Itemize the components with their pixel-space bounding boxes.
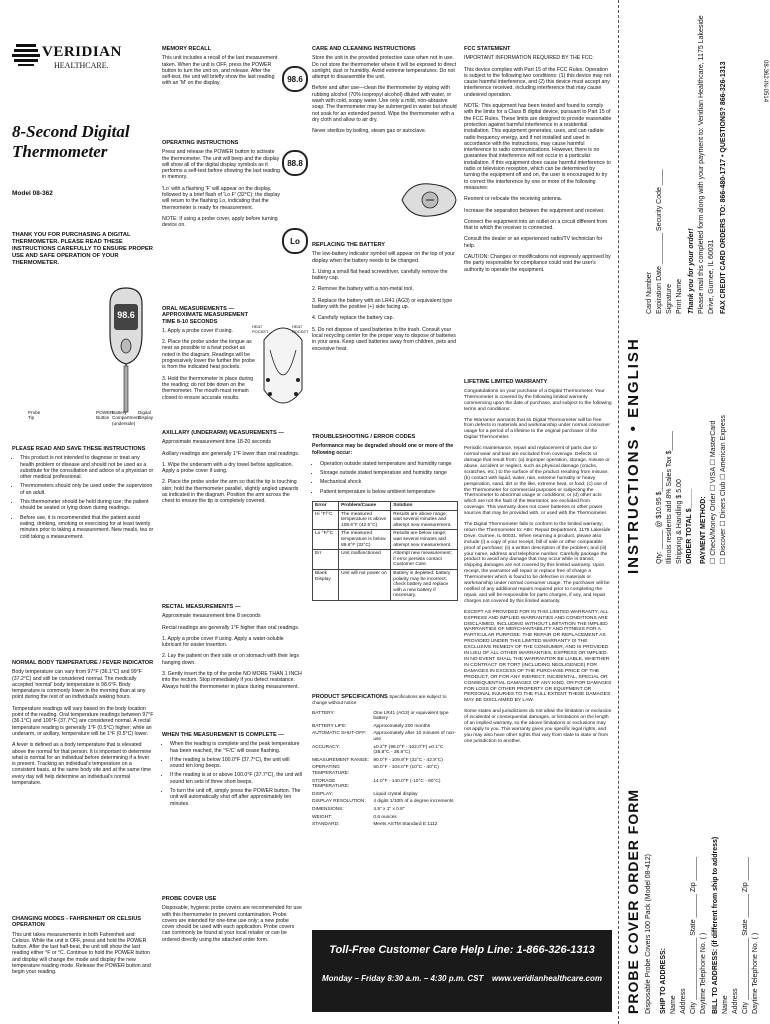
probe-cover-heading: PROBE COVER USE: [162, 896, 217, 902]
spec-key: BATTERY LIFE:: [312, 723, 347, 729]
fcc-measure: Reorient or relocate the receiving antenna.: [464, 196, 563, 203]
battery-intro: The low-battery indicator symbol will appear on the top of your display when the battery needs to be changed.: [312, 251, 455, 264]
table-row: [313, 530, 458, 550]
card-block: [645, 14, 729, 314]
battery-heading: REPLACING THE BATTERY: [312, 242, 386, 248]
specs-table: [312, 711, 458, 830]
spec-key: BATTERY:: [312, 710, 335, 716]
checkbox-icon[interactable]: ☐: [710, 484, 717, 492]
payment-options: [719, 334, 729, 564]
specs-heading: PRODUCT SPECIFICATIONS: [312, 694, 388, 700]
column-header: Error: [313, 502, 339, 511]
zip-label: Zip: [742, 882, 749, 893]
trouble-heading: TROUBLESHOOTING / ERROR CODES: [312, 434, 416, 440]
table-cell: Unit will not power on: [339, 570, 391, 601]
list-item: • This thermometer should be held during use; the patient should be seated or lying down during readings.: [20, 499, 154, 512]
warranty-heading: LIFETIME LIMITED WARRANTY: [464, 379, 548, 385]
probe-cover-text: Disposable, hygienic probe covers are recommended for use with this thermometer to prevent contamination. Probe covers are intended for one-time use only; a new probe cover should be used with each application. Probe covers can commonly be found at your local retailer or can be ordered directly using the attached order form.: [162, 905, 302, 943]
spec-key: STANDARD:: [312, 822, 340, 828]
care-paragraph: Never sterilize by boiling, steam gas or autoclave.: [312, 128, 427, 135]
spec-key: DISPLAY:: [312, 791, 333, 797]
hours: Monday – Friday 8:30 a.m. – 4:30 p.m. CST: [322, 974, 484, 983]
payment-option: American Express: [720, 415, 727, 472]
rectal-sub: Rectal readings are generally 1°F higher than oral readings.: [162, 624, 300, 631]
table-row: [313, 550, 458, 570]
oral-step: 3. Hold the thermometer in place during the reading; do not bite down on the thermometer. The mouth must remain closed to ensure accurate results.: [162, 375, 254, 401]
website-link[interactable]: www.veridianhealthcare.com: [492, 974, 602, 983]
list-item: • Before use, it is recommended that the patient avoid eating, drinking, smoking or exercising for at least twenty minutes prior to taking a measurement. New meals, tea or cold taking a measurement.: [20, 515, 154, 540]
troubleshooting-section: [312, 434, 458, 601]
heat-pocket-label: HEAT POCKET: [252, 324, 269, 334]
warranty-paragraph: The Digital Thermometer falls to conform to the limited warranty; return the Thermometer to: Attn: Repair Department, 1175 Lakeside Drive, Gurnee, IL 60031. When returning a product, please also include (i) a copy of your receipt, bill of sale or other comparable proof of purchase; (ii) a written description of the problem; and (iii) your name, address and telephone number. Carefully package the product to avoid any damage that may occur while in transit; shipping damages are not covered by this limited warranty. Upon receipt, the warrantor will repair or replace free of charge a Thermometer which is found to be defective in materials or workmanship under normal consumer usage. The purchaser will be notified of any additional repairs required prior to completing the repair, and will be responsible for parts charges, if any, and repair charges not covered by this limited warranty.: [464, 522, 611, 604]
battery-step: 2. Remove the battery with a non-metal tool.: [312, 286, 414, 293]
name-field[interactable]: Name: [670, 995, 677, 1014]
rectal-step: 2. Lay the patient on their side or on stomach with their legs hanging down.: [162, 653, 299, 666]
spec-value: One LR41 (AG3) or equivalent type battery: [373, 710, 449, 722]
spec-value: 50.0°F - 104.0°F (10°C - 40°C): [373, 765, 439, 771]
table-cell: Lo °F/°C: [313, 530, 339, 550]
rectal-intro: Approximate measurement time 8 seconds: [162, 613, 261, 620]
ship-heading: SHIP TO ADDRESS:: [660, 948, 667, 1014]
fcc-paragraph: This device complies with Part 15 of the FCC Rules. Operation is subject to the following two conditions: (1) this device may not cause harmful interference, and (2) this device must accept any interference received, including interference that may cause undesired operation.: [464, 66, 612, 98]
brand-sub: HEALTHCARE.: [54, 61, 109, 70]
axillary-step: 1. Wipe the underarm with a dry towel before application. Apply a probe cover if using.: [162, 461, 293, 475]
table-cell: Attempt new measurement; if error persists contact Customer Care.: [391, 550, 458, 570]
table-cell: Results are below range; wait several minutes and attempt new measurement.: [391, 530, 458, 550]
diagram-labels: [12, 410, 152, 432]
bill-address-field[interactable]: Address: [732, 988, 739, 1014]
payment-options: [709, 334, 719, 564]
table-row: [312, 822, 458, 830]
label-probe-tip: Probe Tip: [28, 410, 41, 421]
specs-title: [312, 694, 458, 707]
card-number-field[interactable]: Card Number: [646, 271, 653, 314]
logo-icon: [12, 44, 40, 66]
list-item: • Patient temperature is below ambient temperature: [320, 489, 458, 495]
payment-heading: PAYMENT METHOD:: [700, 496, 707, 564]
operating-paragraph: 'Lo' with a flashing 'F' will appear on the display, followed by a brief flash of 'Lo F' (32°C); the display will return to the flashing Lo, indicating that the thermometer is ready for measurement.: [162, 185, 280, 211]
payment-option: Discover: [720, 528, 727, 556]
list-item: • Mechanical shock: [320, 479, 458, 485]
brand-name: VERIDIAN: [42, 44, 122, 60]
city-label: City: [742, 1001, 749, 1014]
spec-key: AUTOMATIC SHUT-OFF:: [312, 731, 367, 737]
spec-value: Liquid crystal display: [373, 791, 418, 797]
operating-section: [162, 140, 280, 234]
axillary-section: [162, 430, 302, 510]
warranty-paragraph: Some states and jurisdictions do not allow the limitation or exclusion of incidental or consequential damages, or limitations on the length of an implied warranty, so the above limitations or exclusions may not apply to you. This warranty gives you specific legal rights, and you may also have other rights that vary from state to state or from one jurisdiction to another.: [464, 709, 612, 744]
operating-heading: OPERATING INSTRUCTIONS: [162, 140, 239, 146]
tax-line: Illinois residents add 8% Sales Tax $_____: [666, 431, 673, 564]
oral-step: 2. Place the probe under the tongue as near as possible to a heat pocket as noted in the diagram. Readings will be progressively lower the further the probe is from the indicated heat pockets.: [162, 339, 255, 371]
care-heading: CARE AND CLEANING INSTRUCTIONS: [312, 46, 416, 52]
state-label: State: [690, 919, 697, 936]
fcc-heading: FCC STATEMENT: [464, 46, 511, 52]
checkbox-icon[interactable]: ☐: [710, 557, 717, 564]
normal-paragraph: Body temperature can vary from 97°F (36.1°C) and 99°F (37.2°C) and still be considered normal. The medically accepted 'normal' body temperature is 98.6°F. Body temperature is commonly lower in the morning than at any point during the rest of an individual's waking hours.: [12, 669, 146, 701]
pricing-block: [655, 334, 729, 564]
payment-option: Diners Club: [720, 481, 727, 519]
selftest-display-icon: [282, 150, 308, 176]
probe-cover-section: [162, 896, 302, 948]
safety-list: [12, 455, 154, 540]
table-row: [312, 779, 458, 792]
complete-heading: WHEN THE MEASUREMENT IS COMPLETE —: [162, 732, 284, 738]
bill-phone-field[interactable]: Daytime Telephone No. ( ): [752, 932, 759, 1014]
warranty-section: [464, 380, 612, 750]
rectal-step: 3. Gently insert the tip of the probe NO MORE THAN 1 INCH into the rectum. Stop immediately if you detect resistance. Always hold the thermometer in place during measurement.: [162, 671, 302, 690]
ship-to-block: [659, 574, 761, 1014]
column-header: Solution: [391, 502, 458, 511]
changing-modes-section: [12, 916, 154, 981]
complete-section: [162, 732, 302, 813]
fcc-paragraph: CAUTION: Changes or modifications not expressly approved by the party responsible for compliance could void the user's authority to operate the equipment.: [464, 254, 611, 273]
fcc-measure: Connect the equipment into an outlet on a circuit different from that to which the receiver is connected.: [464, 218, 608, 232]
label-battery: Battery Compartment (underside): [112, 410, 140, 426]
list-item: • If the reading is at or above 100.0°F (37.7°C), the unit will sound ten sets of three short beeps.: [170, 772, 302, 785]
table-cell: Hi °F/°C: [313, 510, 339, 530]
fax-line: FAX CREDIT CARD ORDERS TO: 866-480-1717 • QUESTIONS? 866-326-1313: [720, 61, 727, 314]
memory-display-icon: [282, 66, 308, 92]
warranty-paragraph: EXCEPT AS PROVIDED FOR IN THIS LIMITED WARRANTY, ALL EXPRESS AND IMPLIED WARRANTIES AND CONDITIONS ARE DISCLAIMED, INCLUDING WITHOUT LIMITATION THE IMPLIED WARRANTIES OF MERCHANTABILITY AND FITNESS FOR A PARTICULAR PURPOSE. THE REPAIR OR REPLACEMENT AS PROVIDED UNDER THIS LIMITED WARRANTY IS THE EXCLUSIVE REMEDY OF THE CONSUMER, AND IS PROVIDED IN LIEU OF ALL OTHER WARRANTIES, EXPRESS OR IMPLIED. IN NO EVENT SHALL THE WARRANTOR BE LIABLE, WHETHER IN CONTRACT OR TORT (INCLUDING NEGLIGENCE) FOR DAMAGES IN EXCESS OF THE PURCHASE PRICE OF THE PRODUCT, OR FOR ANY INDIRECT, INCIDENTAL, SPECIAL OR CONSEQUENTIAL DAMAGES OF ANY KIND, OR FOR DAMAGES FOR LOSS OF OTHER PROPERTY OR EQUIPMENT OR PERSONAL INJURIES TO THE FULL EXTENT THESE DAMAGES MAY BE DISCLAIMED BY LAW.: [464, 609, 612, 704]
qty-line[interactable]: Qty: _____ @ $10.95 $_____: [656, 472, 663, 564]
total-line: ORDER TOTAL $_____: [686, 488, 693, 564]
side-strip: [756, 0, 770, 1024]
trouble-list: [312, 461, 458, 495]
warranty-paragraph: Periodic maintenance, repair and replacement of parts due to normal wear and tear are excluded from coverage. Defects or damage that result from: (a) improper operation, storage, misuse or abuse, accident or neglect, such as physical damage (cracks, scratches, etc.) to the surface of the product resulting from misuse; (b) contact with liquid, water, rain, extreme humidity or heavy perspiration, sand, dirt or the like, extreme heat, or food; (c) use of the Thermometer for commercial purposes or subjecting the Thermometer to abnormal usage or conditions; or (d) other acts which are not the fault of the Warrantor, are excluded from coverage. This warranty does not cover batteries or other power sources that may be provided with, or used with the Thermometer.: [464, 446, 610, 517]
specs-note: Specifications are subject to change without notice: [312, 694, 447, 706]
specs-section: [312, 694, 458, 830]
list-item: • Operation outside stated temperature and humidity range: [320, 461, 458, 467]
order-form: [618, 0, 770, 1024]
battery-diagram: [400, 180, 458, 220]
table-cell: The measured temperature is above 108.6°F (42.5°C): [339, 510, 391, 530]
zip-label: Zip: [690, 882, 697, 893]
mouth-icon: [258, 320, 308, 420]
spec-key: WEIGHT:: [312, 814, 332, 820]
changing-text: This unit takes measurements in both Fahrenheit and Celsius. While the unit is OFF, press and hold the POWER button. After the last half-beat, the unit will show the last reading either °F or °C. Continue to hold the POWER button and display will change the mode and display the new temperature reading mode. Release the POWER button and begin your reading.: [12, 931, 151, 976]
diagram-display: 98.6: [117, 310, 135, 320]
security-code-label: Security Code: [656, 187, 663, 232]
expiration-label: Expiration Date: [656, 266, 663, 314]
error-table: [312, 501, 458, 601]
operating-note: NOTE: If using a probe cover, apply before turning device on.: [162, 215, 278, 229]
table-row: [312, 799, 458, 807]
fcc-section: [464, 46, 612, 278]
table-row: [313, 570, 458, 601]
list-item: • When the reading is complete and the peak temperature has been reached, the '°F/C' will cease flashing.: [170, 741, 302, 754]
spec-key: DIMENSIONS:: [312, 806, 344, 812]
normal-paragraph: Temperature readings will vary based on the body location point of the reading. Oral temperature readings between 97°F (36.1°C) and 100°F (37.7°C) are considered normal. A rectal temperature reading is generally 1°F (0.5°C) higher; while an underarm, or axillary, temperature will be 1°F (0.5°C) lower.: [12, 705, 154, 737]
expiration-field[interactable]: Expiration Date ________ Security Code ____: [656, 169, 663, 314]
payment-option: Check/Money Order: [710, 493, 717, 556]
care-section: [312, 46, 458, 140]
battery-section: [312, 242, 458, 357]
table-cell: Battery is depleted; battery polarity may be incorrect; check battery and replace with a new battery if necessary.: [391, 570, 458, 601]
table-row: [312, 731, 458, 744]
normal-temp-section: [12, 660, 154, 791]
mail-instructions: Please mail this completed form along with your payment to: Veridian Healthcare, 1175 Lakeside Drive, Gurnee, IL 60031: [698, 15, 715, 314]
table-row: [312, 815, 458, 823]
complete-list: [162, 741, 302, 807]
table-row: [312, 765, 458, 778]
order-form-subtitle: Disposable Probe Covers 100 Pack (Model 08-412): [645, 854, 652, 1014]
battery-step: 3. Replace the battery with an LR41 (AG3) or equivalent type battery with the positive (+) side facing up.: [312, 297, 453, 311]
table-header-row: [313, 502, 458, 511]
rectal-section: [162, 604, 302, 695]
heat-pocket-label: HEAT POCKET: [292, 324, 309, 334]
table-row: [312, 711, 458, 724]
fcc-measure: Increase the separation between the equipment and receiver.: [464, 207, 605, 214]
list-item: • To turn the unit off, simply press the POWER button. The unit will automatically shut off after approximately ten minutes.: [170, 788, 302, 807]
table-row: [312, 745, 458, 758]
table-cell: Blank Display: [313, 570, 339, 601]
spec-value: 90.0°F - 109.9°F (32°C - 42.9°C): [373, 757, 443, 763]
payment-option: VISA: [710, 467, 717, 483]
fcc-paragraph: IMPORTANT INFORMATION REQUIRED BY THE FCC:: [464, 55, 594, 62]
spec-value: Approximately after 10 minutes of non-use: [373, 731, 456, 742]
rectal-heading: RECTAL MEASUREMENTS —: [162, 604, 241, 610]
city-label: City: [690, 1001, 697, 1014]
care-paragraph: Before and after use—clean the thermometer by wiping with rubbing alcohol (70% isopropyl alcohol) diluted with water, or wash with cold, soapy water. Use only a mild, non-abrasive soap. The thermometer may be submerged in water but should not soak for an extended period. Wipe the thermometer with a dry cloth and allow to air dry.: [312, 85, 457, 123]
instructions-label: INSTRUCTIONS • ENGLISH: [625, 337, 642, 574]
rectal-step: 1. Apply a probe cover if using. Apply a water-soluble lubricant for easier insertion.: [162, 635, 284, 649]
oral-heading: ORAL MEASUREMENTS — APPROXIMATE MEASUREMENT TIME 8-10 SECONDS: [162, 306, 248, 325]
memory-heading: MEMORY RECALL: [162, 46, 212, 52]
list-item: • Thermometers should only be used under the supervision of an adult.: [20, 483, 154, 496]
operating-paragraph: Press and release the POWER button to activate the thermometer. The unit will beep and the display will show all of the digital display symbols as it performs a self-test before showing the last reading in memory.: [162, 149, 280, 181]
checkbox-icon[interactable]: ☐: [720, 473, 727, 480]
order-form-title: PROBE COVER ORDER FORM: [625, 788, 641, 1014]
memory-section: [162, 46, 280, 92]
thank-you-note: THANK YOU FOR PURCHASING A DIGITAL THERMOMETER. PLEASE READ THESE INSTRUCTIONS CAREFULLY TO ENSURE PROPER USE AND SAFE OPERATION OF YOUR THERMOMETER.: [12, 232, 153, 266]
phone-field[interactable]: Daytime Telephone No. ( ): [700, 932, 707, 1014]
mouth-diagram: [252, 320, 309, 420]
bill-name-field[interactable]: Name: [722, 995, 729, 1014]
table-cell: Unit malfunctioned: [339, 550, 391, 570]
oral-section: [162, 306, 258, 406]
spec-key: ACCURACY:: [312, 744, 340, 750]
label-power-button: POWER Button: [96, 410, 114, 421]
list-item: • Storage outside stated temperature and humidity range: [320, 470, 458, 476]
helpline: Toll-Free Customer Care Help Line: 1-866-326-1313: [329, 944, 595, 956]
payment-option: MasterCard: [710, 420, 717, 458]
checkbox-icon[interactable]: ☐: [720, 520, 727, 527]
print-name-field[interactable]: Print Name: [676, 278, 683, 314]
oral-step: 1. Apply a probe cover if using.: [162, 327, 233, 334]
table-row: [312, 807, 458, 815]
safety-heading: PLEASE READ AND SAVE THESE INSTRUCTIONS: [12, 446, 146, 452]
spec-value: Approximately 200 months: [373, 723, 431, 729]
battery-step: 1. Using a small flat head screwdriver, carefully remove the battery cap.: [312, 268, 448, 282]
column-header: Problem/Cause: [339, 502, 391, 511]
checkbox-icon[interactable]: ☐: [720, 557, 727, 564]
normal-heading: NORMAL BODY TEMPERATURE / FEVER INDICATOR: [12, 660, 154, 666]
selftest-display-value: 88.8: [287, 158, 303, 168]
list-item: • If the reading is below 100.0°F (37.7°C), the unit will sound ten long beeps.: [170, 757, 302, 770]
memory-display-value: 98.6: [287, 74, 303, 84]
safety-section: [12, 446, 154, 546]
spec-value: 4.5" x 1" x 0.8": [373, 806, 405, 812]
axillary-step: 2. Place the probe under the arm so that the tip is touching skin; hold the thermometer parallel, slightly angled upwards as indicated in the diagram. Position the arm across the chest to ensure the tip is completely covered.: [162, 479, 299, 505]
checkbox-icon[interactable]: ☐: [710, 459, 717, 466]
shipping-line: Shipping & Handling $ 5.00: [676, 479, 683, 564]
table-cell: Results are above range; wait several minutes and attempt new measurement.: [391, 510, 458, 530]
trouble-intro: Performance may be degraded should one or more of the following occur:: [312, 443, 454, 456]
table-cell: Err: [313, 550, 339, 570]
list-item: • This product is not intended to diagnose or treat any health problem or disease and should not be used as a substitute for the consultation and advice of a physician or other medical professional.: [20, 455, 154, 480]
spec-value: 4 digits 1/10th of a degree increments: [373, 799, 454, 805]
spec-key: MEASUREMENT RANGE:: [312, 757, 369, 763]
order-form-rotated: [625, 14, 770, 1014]
axillary-intro: Approximate measurement time 18-20 seconds: [162, 439, 271, 446]
fcc-paragraph: NOTE: This equipment has been tested and found to comply with the limits for a Class B digital device, pursuant to Part 15 of the FCC Rules. These limits are designed to provide reasonable protection against harmful interference in a residential installation. This equipment generates, uses, and can radiate radio frequency energy, and if not installed and used in accordance with the instructions, may cause harmful interference to radio communications. However, there is no guarantee that interference will not occur in a particular installation. If this equipment does cause harmful interference to radio or television reception, which can be determined by turning the equipment off and on, the user is encouraged to try to correct the interference by one or more of the following measures:: [464, 103, 612, 191]
battery-step: 4. Carefully replace the battery cap.: [312, 315, 394, 322]
bill-city-field[interactable]: City ________________ State ______ Zip ______: [742, 857, 749, 1014]
table-row: [313, 510, 458, 530]
spec-value: Meets ASTM Standard E 1112: [373, 822, 438, 828]
state-label: State: [742, 919, 749, 936]
warranty-paragraph: Congratulations on your purchase of a Digital Thermometer. Your Thermometer is covered by the following limited warranty commencing upon the date of purchase, and subject to the following terms and conditions:: [464, 388, 612, 412]
spec-key: STORAGE TEMPERATURE:: [312, 778, 350, 790]
spec-value: 14.0°F - 140.0°F (-10°C - 60°C): [373, 778, 441, 784]
axillary-heading: AXILLARY (UNDERARM) MEASUREMENTS —: [162, 430, 284, 436]
warranty-paragraph: The Warrantor warrants that its Digital Thermometer will be free from defects in materials and workmanship under normal consumer usage for a period of a lifetime to the original purchaser of the Digital Thermometer.: [464, 417, 610, 441]
thermometer-diagram: [96, 284, 156, 414]
battery-step: 5. Do not dispose of used batteries in the trash. Consult your local recycling center for the proper way to dispose of batteries in your area. Keep used batteries away from children, pets and excessive heat.: [312, 326, 457, 352]
document-code: 08-362-IN-0514: [762, 60, 768, 103]
battery-cap-icon: [400, 180, 458, 220]
changing-heading: CHANGING MODES - FAHRENHEIT OR CELSIUS OPERATION: [12, 916, 141, 929]
spec-key: DISPLAY RESOLUTION:: [312, 799, 366, 805]
spec-value: 0.6 ounces: [373, 814, 397, 820]
label-digital-display: Digital Display: [138, 410, 154, 421]
table-cell: The measured temperature is below 89.6°F (32°C): [339, 530, 391, 550]
customer-care-banner: [312, 930, 612, 1012]
care-paragraph: Store the unit in the provided protective case when not in use. Do not store the thermometer where it will be exposed to direct sunlight, dust or humidity. Avoid extreme temperatures. Do not attempt to disassemble the unit.: [312, 55, 457, 81]
axillary-sub: Axillary readings are generally 1°F lower than oral readings.: [162, 450, 300, 457]
product-title: 8-Second Digital Thermometer: [12, 122, 130, 161]
bill-heading: BILL TO ADDRESS: (if different from ship to address): [712, 836, 719, 1014]
model-number: Model 08-362: [12, 190, 53, 197]
normal-paragraph: A fever is defined as a body temperature that is elevated above the normal for that person. It is important to determine what is normal for an individual before determining if a fever is present. Tracking an individual's temperature on a consistent basis, at the same body site and at the same time every day will help determine an individual's normal temperature.: [12, 742, 152, 787]
thermometer-icon: [96, 284, 156, 414]
lo-display-value: Lo: [290, 236, 300, 246]
order-thanks: Thank you for your order!: [688, 228, 695, 314]
lo-display-icon: [282, 228, 308, 254]
city-state-zip-field[interactable]: City ________________ State ______ Zip ______: [690, 857, 697, 1014]
fcc-measure: Consult the dealer or an experienced radio/TV technician for help.: [464, 236, 603, 249]
spec-value: ±0.2°F (98.0°F - 102.0°F) ±0.1°C (35.8°C - 38.8°C): [373, 744, 444, 756]
memory-text: This unit includes a recall of the last measurement taken. When the unit is OFF, press the POWER button to turn the unit on, and release. After the self-test, the unit will briefly show the last reading with an 'M' on the display.: [162, 55, 278, 87]
signature-field[interactable]: Signature: [666, 284, 673, 314]
spec-key: OPERATING TEMPERATURE:: [312, 765, 350, 776]
address-field[interactable]: Address: [680, 988, 687, 1014]
